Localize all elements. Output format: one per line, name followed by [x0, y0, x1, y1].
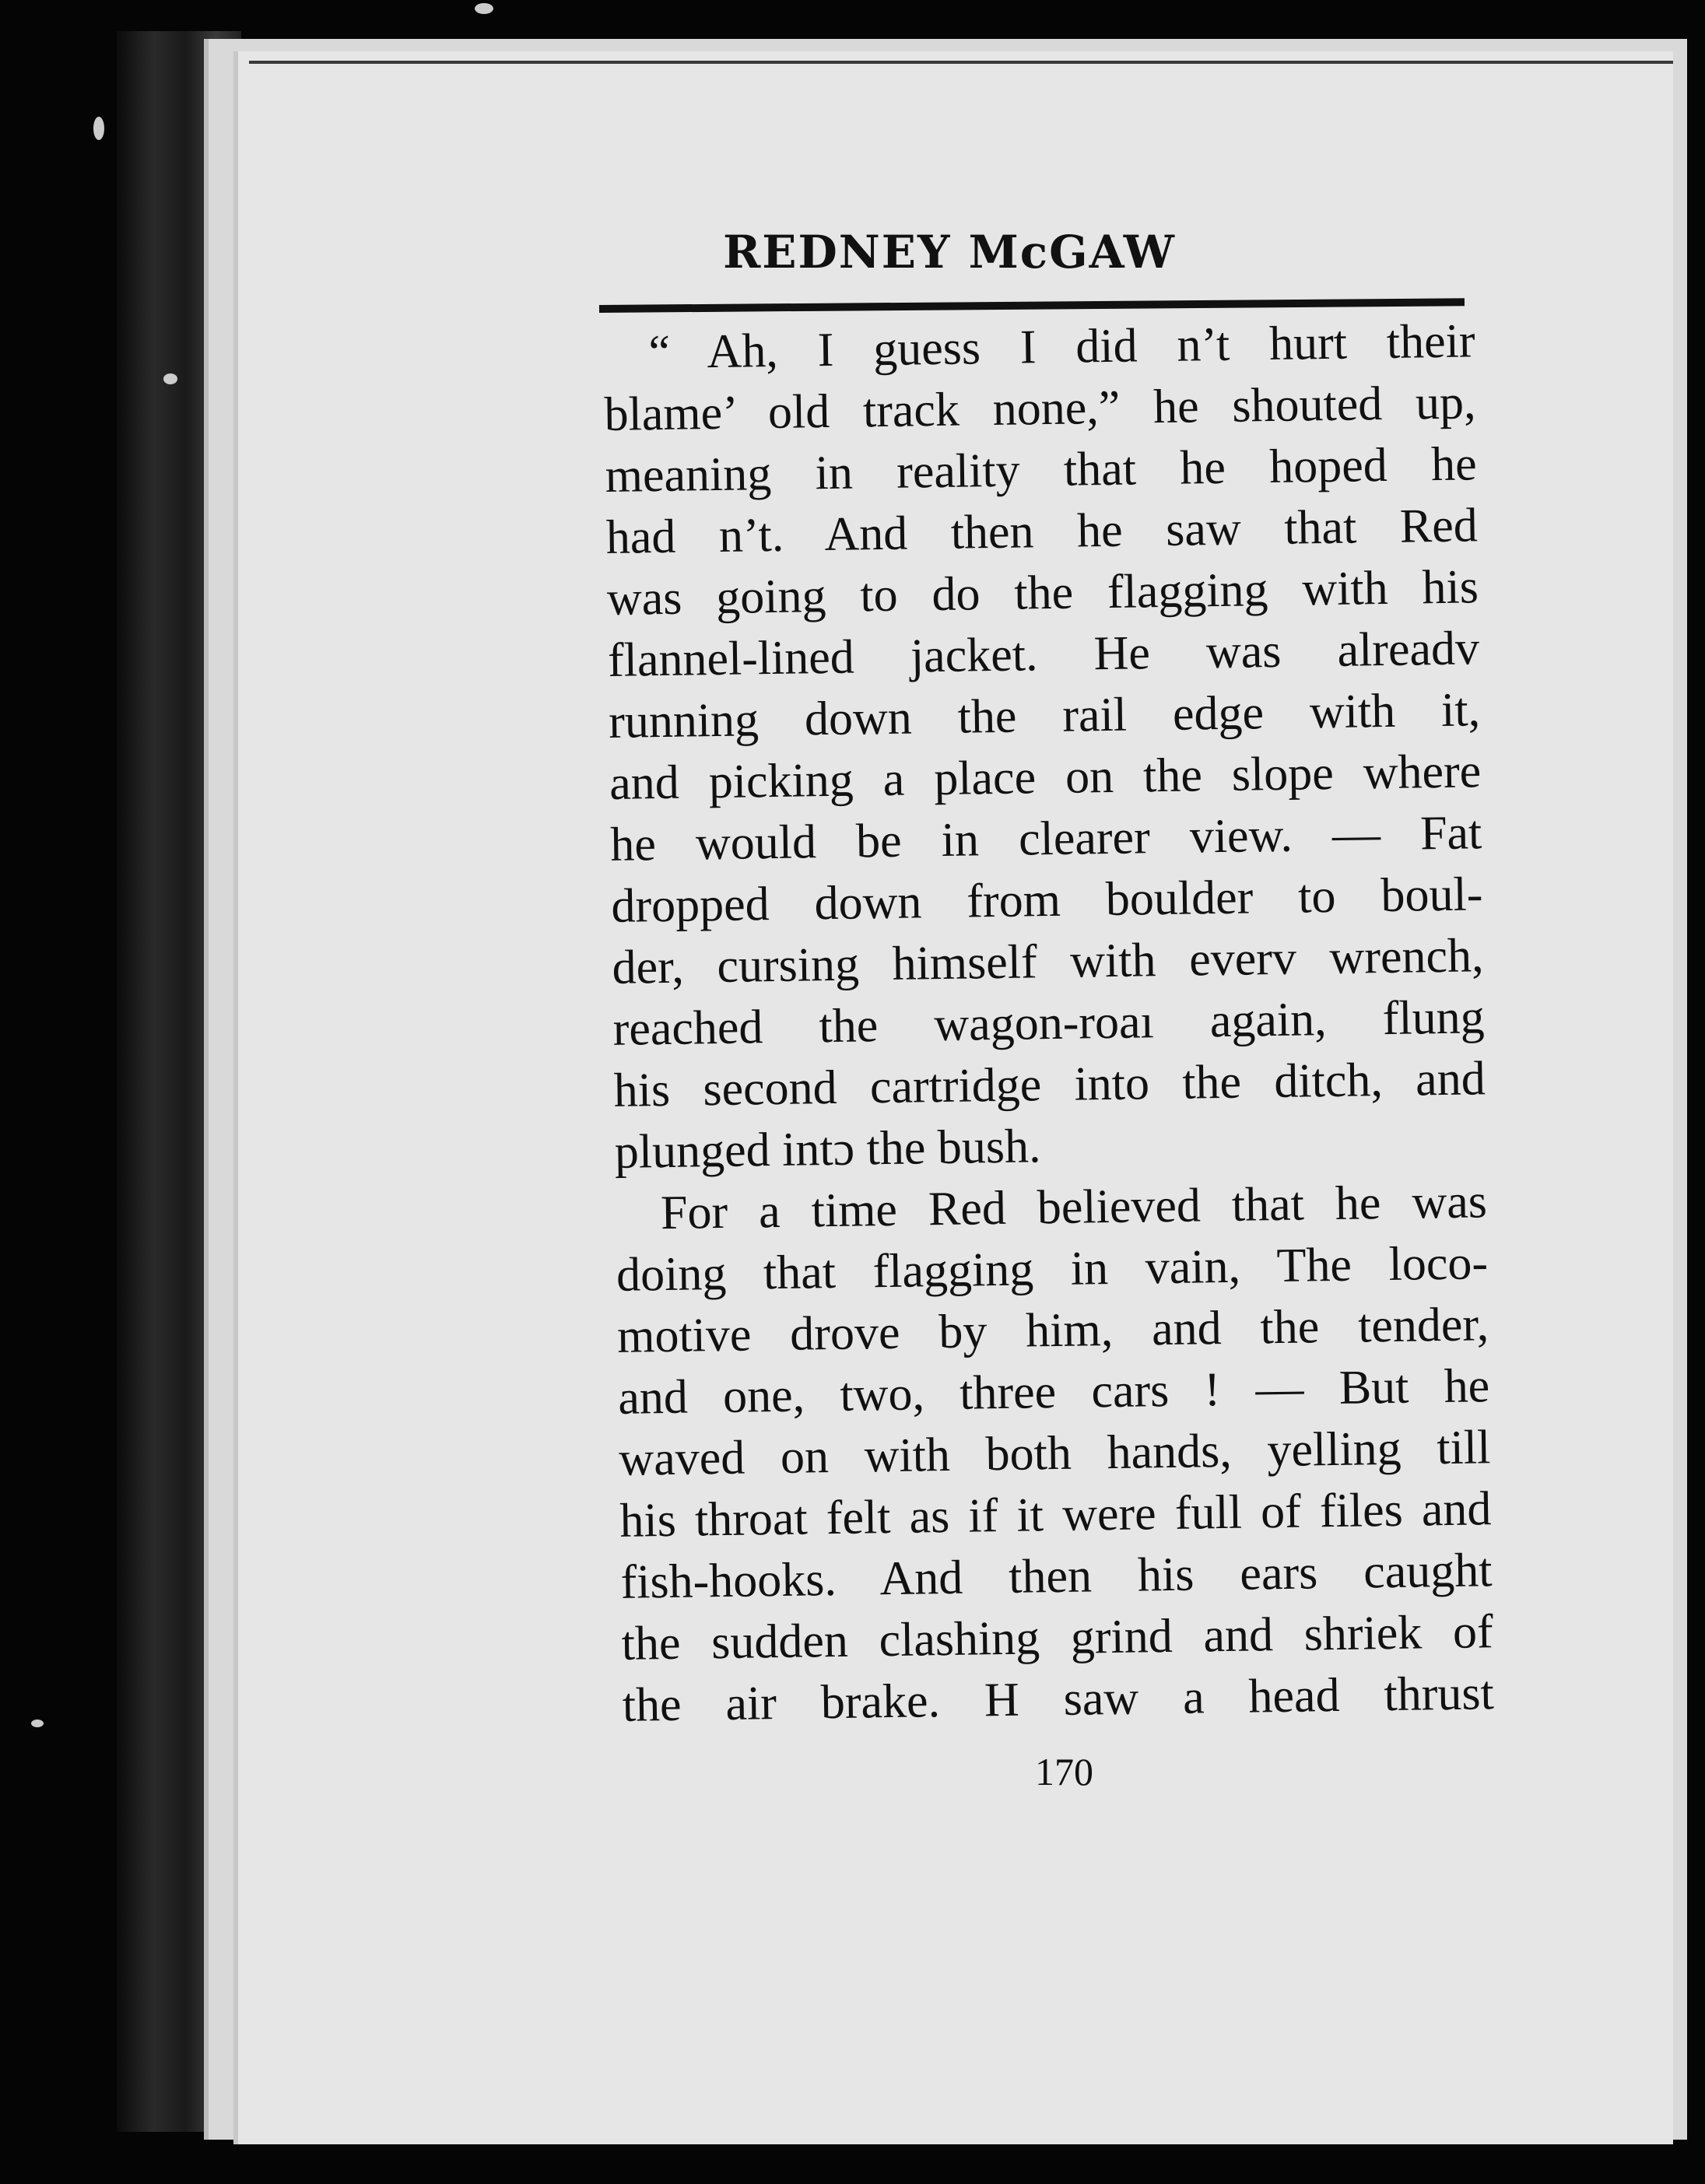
text-line: and picking a place on the slope where — [609, 745, 1482, 810]
text-line: was going to do the flagging with his — [606, 560, 1479, 626]
text-line: his second cartridge into the ditch, and — [613, 1052, 1486, 1117]
text-line: der, cursing himself with everv wrench, — [612, 929, 1484, 994]
text-line: motive drove by him, and the tender, — [616, 1298, 1489, 1363]
scan-speck — [93, 117, 104, 140]
page-number: 170 — [1035, 1750, 1093, 1793]
text-line: reached the wagon-roaı again, flung — [612, 990, 1486, 1056]
text-line: had n’t. And then he saw that Red — [605, 499, 1479, 564]
text-line: and one, two, three cars ! — But he — [617, 1359, 1490, 1425]
text-line: his throat felt as if it were full of files and — [619, 1482, 1492, 1548]
text-line: doing that flagging in vain, The loco- — [616, 1236, 1489, 1302]
text-line: running down the rail edge with it, — [608, 683, 1481, 748]
text-line: flannel-lined jacket. He was alreadv — [607, 622, 1480, 687]
scan-speck — [475, 3, 493, 14]
page-top-edge — [249, 61, 1673, 64]
text-line: he would be in clearer view. — Fat — [609, 806, 1482, 871]
running-head: REDNEY McGAW — [723, 226, 1176, 279]
text-line: meaning in reality that he hoped he — [605, 437, 1478, 503]
text-line: blame’ old track none,” he shouted up, — [604, 376, 1477, 441]
text-line: “ Ah, I guess I did n’t hurt their — [648, 314, 1475, 380]
scan-speck — [31, 1720, 44, 1727]
text-line: the air brake. H saw a head thrust — [622, 1667, 1495, 1732]
text-line: dropped down from boulder to boul- — [610, 868, 1483, 933]
scan-speck — [163, 373, 177, 384]
text-line: the sudden clashing grind and shriek of — [621, 1605, 1494, 1670]
text-line: For a time Red believed that he was — [660, 1175, 1488, 1240]
text-line: waved on with both hands, yelling till — [618, 1421, 1491, 1486]
text-line: fish-hooks. And then his ears caught — [620, 1544, 1493, 1609]
body-text — [603, 310, 1494, 1736]
text-line: plunged intɔ the bush. — [614, 1120, 1041, 1179]
